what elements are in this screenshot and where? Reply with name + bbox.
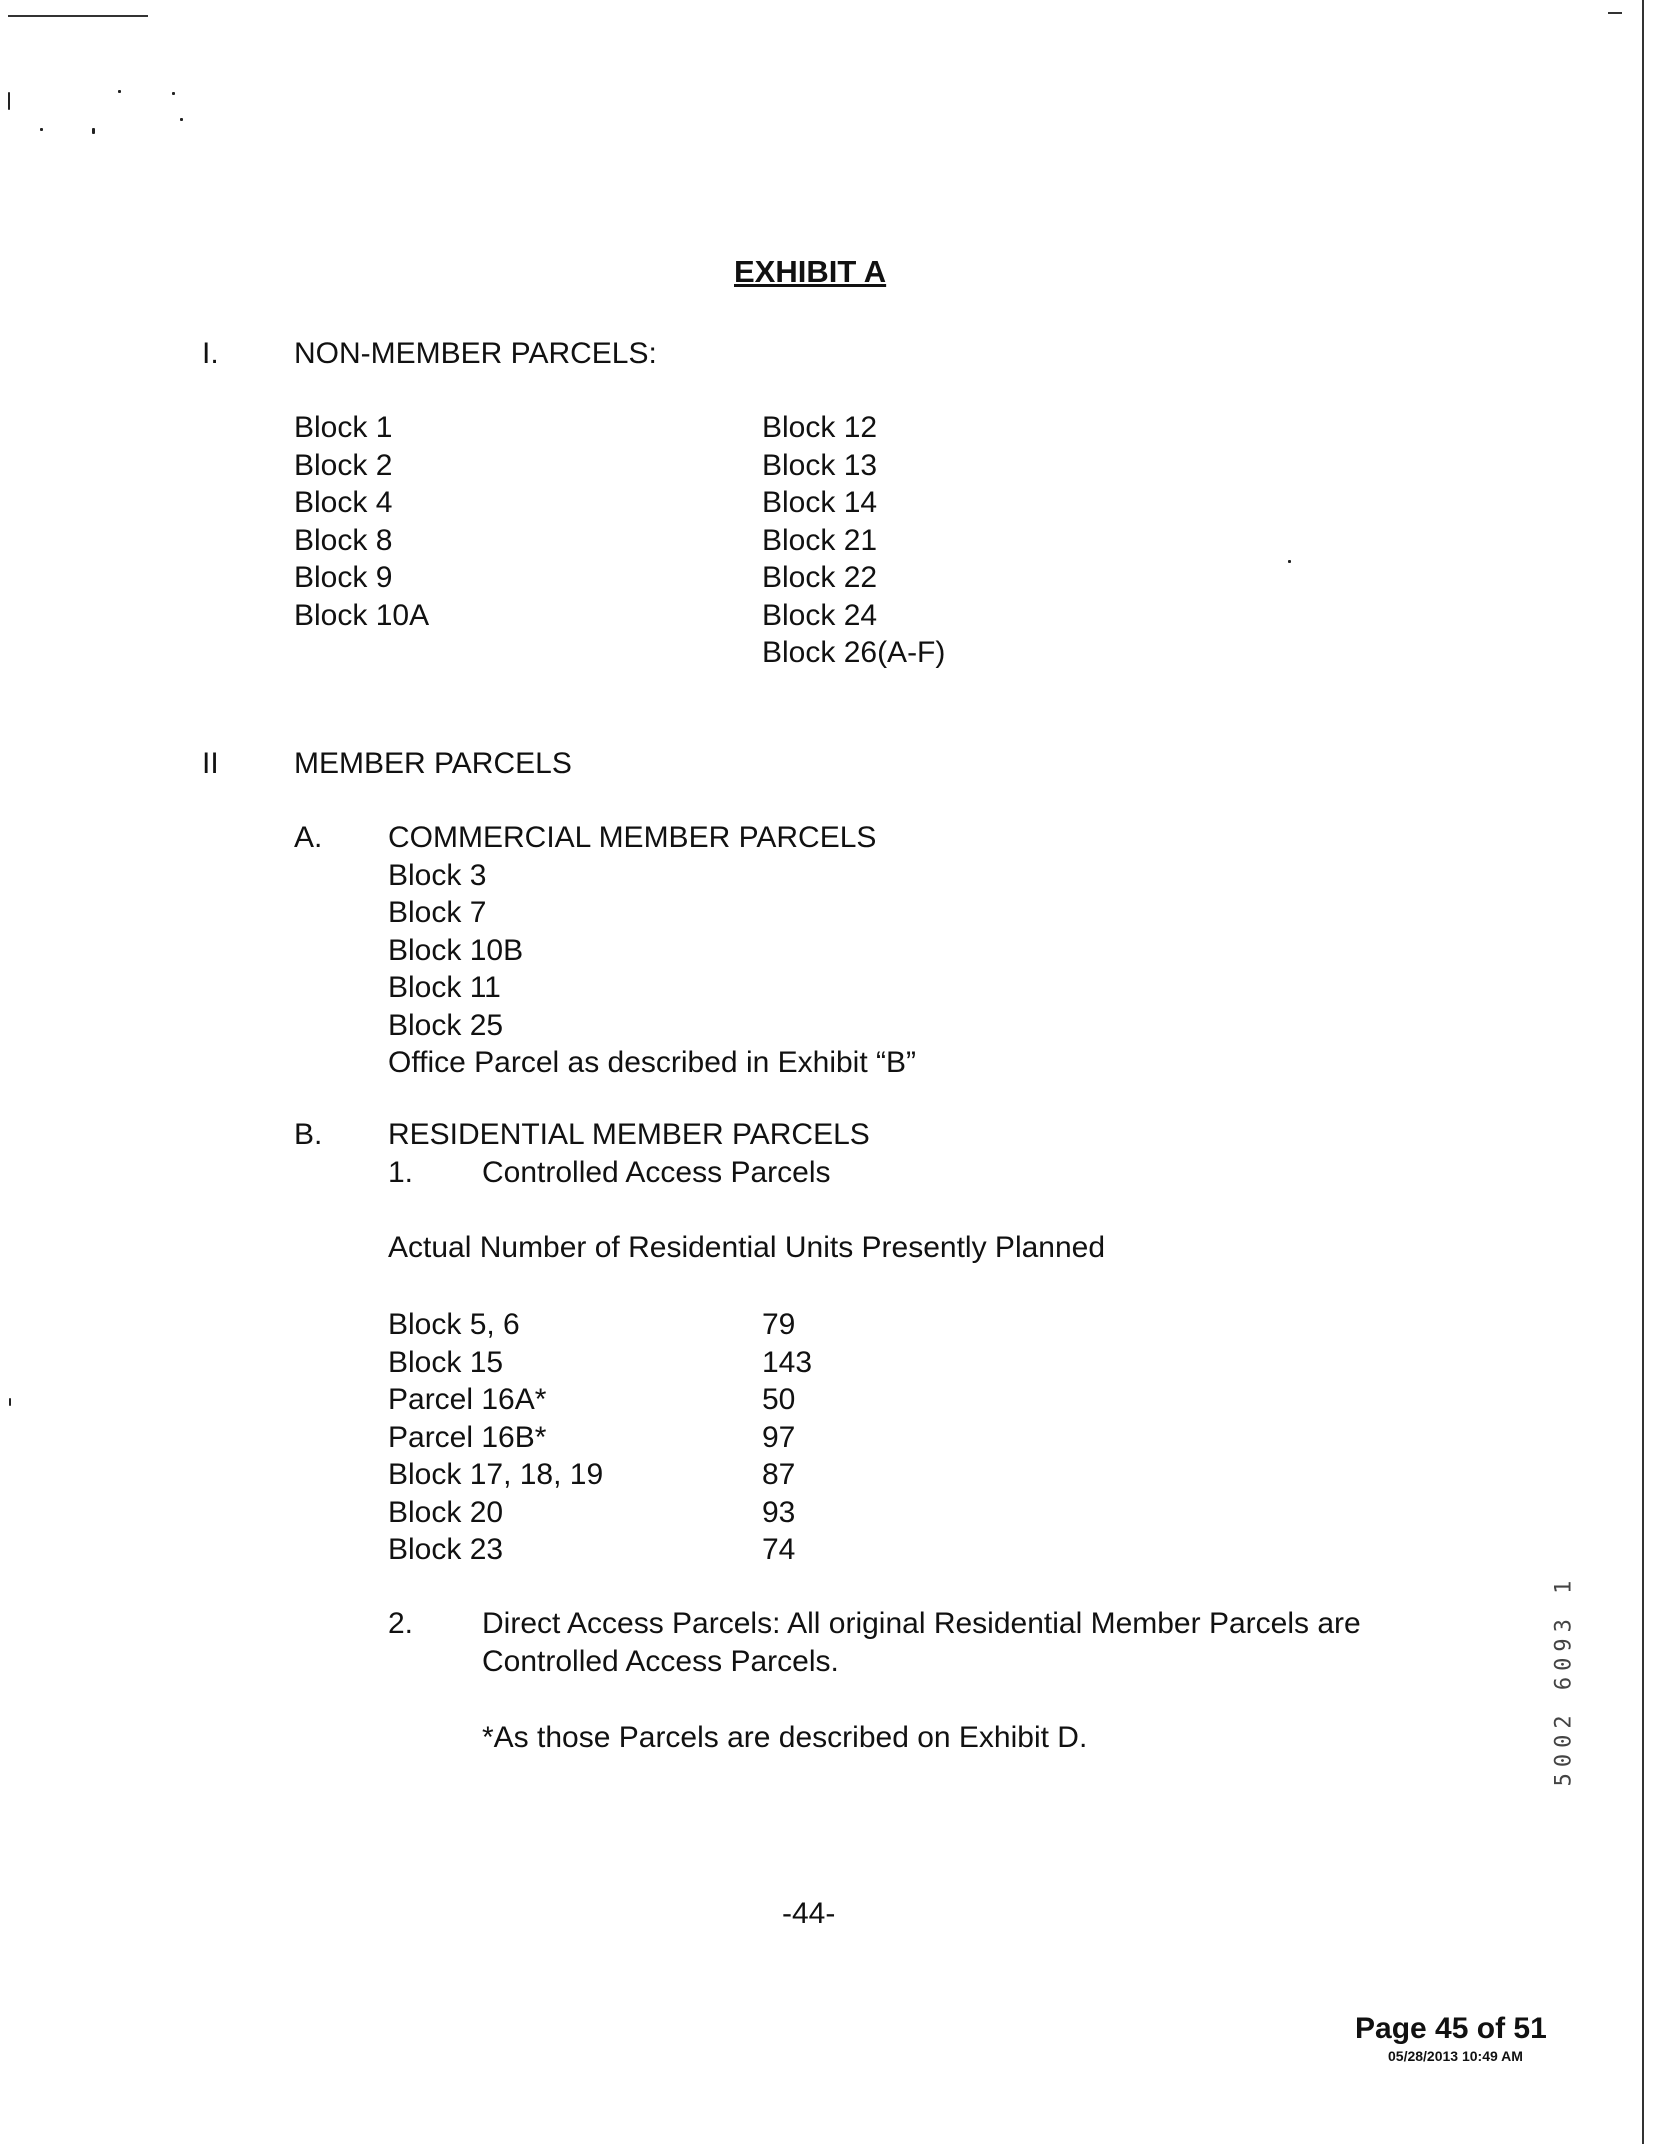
table-cell-units: 79 (762, 1308, 796, 1341)
list-item: Block 1 (294, 411, 393, 444)
table-cell-parcel: Block 15 (388, 1345, 504, 1379)
units-caption: Actual Number of Residential Units Presently Planned (388, 1231, 1106, 1264)
commercial-parcels-list (388, 819, 916, 1082)
subsection-b-heading: RESIDENTIAL MEMBER PARCELS (388, 1118, 870, 1151)
side-stamp (1548, 1520, 1580, 1840)
table-cell-parcel: Parcel 16A* (388, 1383, 547, 1416)
section-2-heading: MEMBER PARCELS (294, 747, 572, 780)
list-item: Block 11 (388, 971, 501, 1004)
list-item: Block 3 (388, 858, 487, 892)
table-cell-parcel: Block 23 (388, 1533, 504, 1566)
table-cell-units: 74 (762, 1533, 796, 1566)
list-item: Block 12 (762, 411, 878, 444)
footer-timestamp: 05/28/2013 10:49 AM (1388, 2048, 1523, 2064)
list-item: Block 7 (388, 896, 487, 929)
table-cell-parcel: Block 20 (388, 1495, 504, 1529)
table-cell-parcel: Parcel 16B* (388, 1420, 547, 1454)
scan-speck (9, 1398, 11, 1406)
side-stamp-text: 5002 6093 1 (1551, 1574, 1577, 1786)
scan-speck (172, 92, 175, 95)
scan-speck (40, 128, 43, 131)
exhibit-title: EXHIBIT A (734, 254, 887, 289)
list-item: Block 10B (388, 933, 524, 967)
subsection-b-letter: B. (294, 1118, 323, 1151)
scan-speck (92, 128, 95, 134)
list-item: Block 13 (762, 448, 878, 482)
list-item: Block 2 (294, 448, 393, 482)
table-cell-units: 87 (762, 1458, 796, 1491)
list-item: Block 22 (762, 561, 878, 594)
scan-speck (8, 92, 10, 110)
list-item: Block 10A (294, 598, 430, 632)
section-1-heading: NON-MEMBER PARCELS: (294, 337, 657, 370)
item-2-number: 2. (388, 1607, 414, 1640)
subsection-a-letter: A. (294, 821, 323, 854)
non-member-right-column (762, 409, 945, 672)
item-2-text-line-1: Direct Access Parcels: All original Residential Member Parcels are (482, 1607, 1361, 1640)
subsection-a-heading: COMMERCIAL MEMBER PARCELS (388, 821, 877, 854)
table-cell-parcel: Block 5, 6 (388, 1308, 520, 1341)
units-parcel-column (388, 1306, 603, 1569)
list-item: Block 4 (294, 486, 393, 519)
scan-speck (118, 90, 121, 93)
table-cell-units: 97 (762, 1420, 796, 1454)
section-2-numeral: II (202, 747, 219, 780)
list-item: Block 26(A-F) (762, 636, 946, 669)
list-item: Block 21 (762, 523, 878, 557)
non-member-left-column (294, 409, 429, 634)
list-item: Office Parcel as described in Exhibit “B” (388, 1046, 917, 1079)
units-count-column (762, 1306, 812, 1569)
list-item: Block 14 (762, 486, 878, 519)
list-item: Block 25 (388, 1008, 504, 1042)
scan-artifact-line (8, 15, 148, 17)
list-item: Block 24 (762, 598, 878, 632)
scan-speck (180, 118, 183, 121)
table-cell-parcel: Block 17, 18, 19 (388, 1458, 604, 1491)
list-item: Block 9 (294, 561, 393, 594)
scan-speck (1288, 560, 1291, 563)
section-1-numeral: I. (202, 337, 219, 370)
scan-artifact-dash (1608, 12, 1622, 14)
footnote: *As those Parcels are described on Exhibit D. (482, 1721, 1088, 1754)
page-edge-line (1642, 0, 1644, 2144)
page-number: -44- (782, 1897, 836, 1930)
list-item: Block 8 (294, 523, 393, 557)
table-cell-units: 93 (762, 1495, 796, 1529)
table-cell-units: 143 (762, 1345, 813, 1379)
item-1-number: 1. (388, 1156, 414, 1189)
item-1-heading: Controlled Access Parcels (482, 1156, 831, 1189)
table-cell-units: 50 (762, 1383, 796, 1416)
footer-page-label: Page 45 of 51 (1355, 2012, 1547, 2045)
item-2-text-line-2: Controlled Access Parcels. (482, 1645, 839, 1678)
